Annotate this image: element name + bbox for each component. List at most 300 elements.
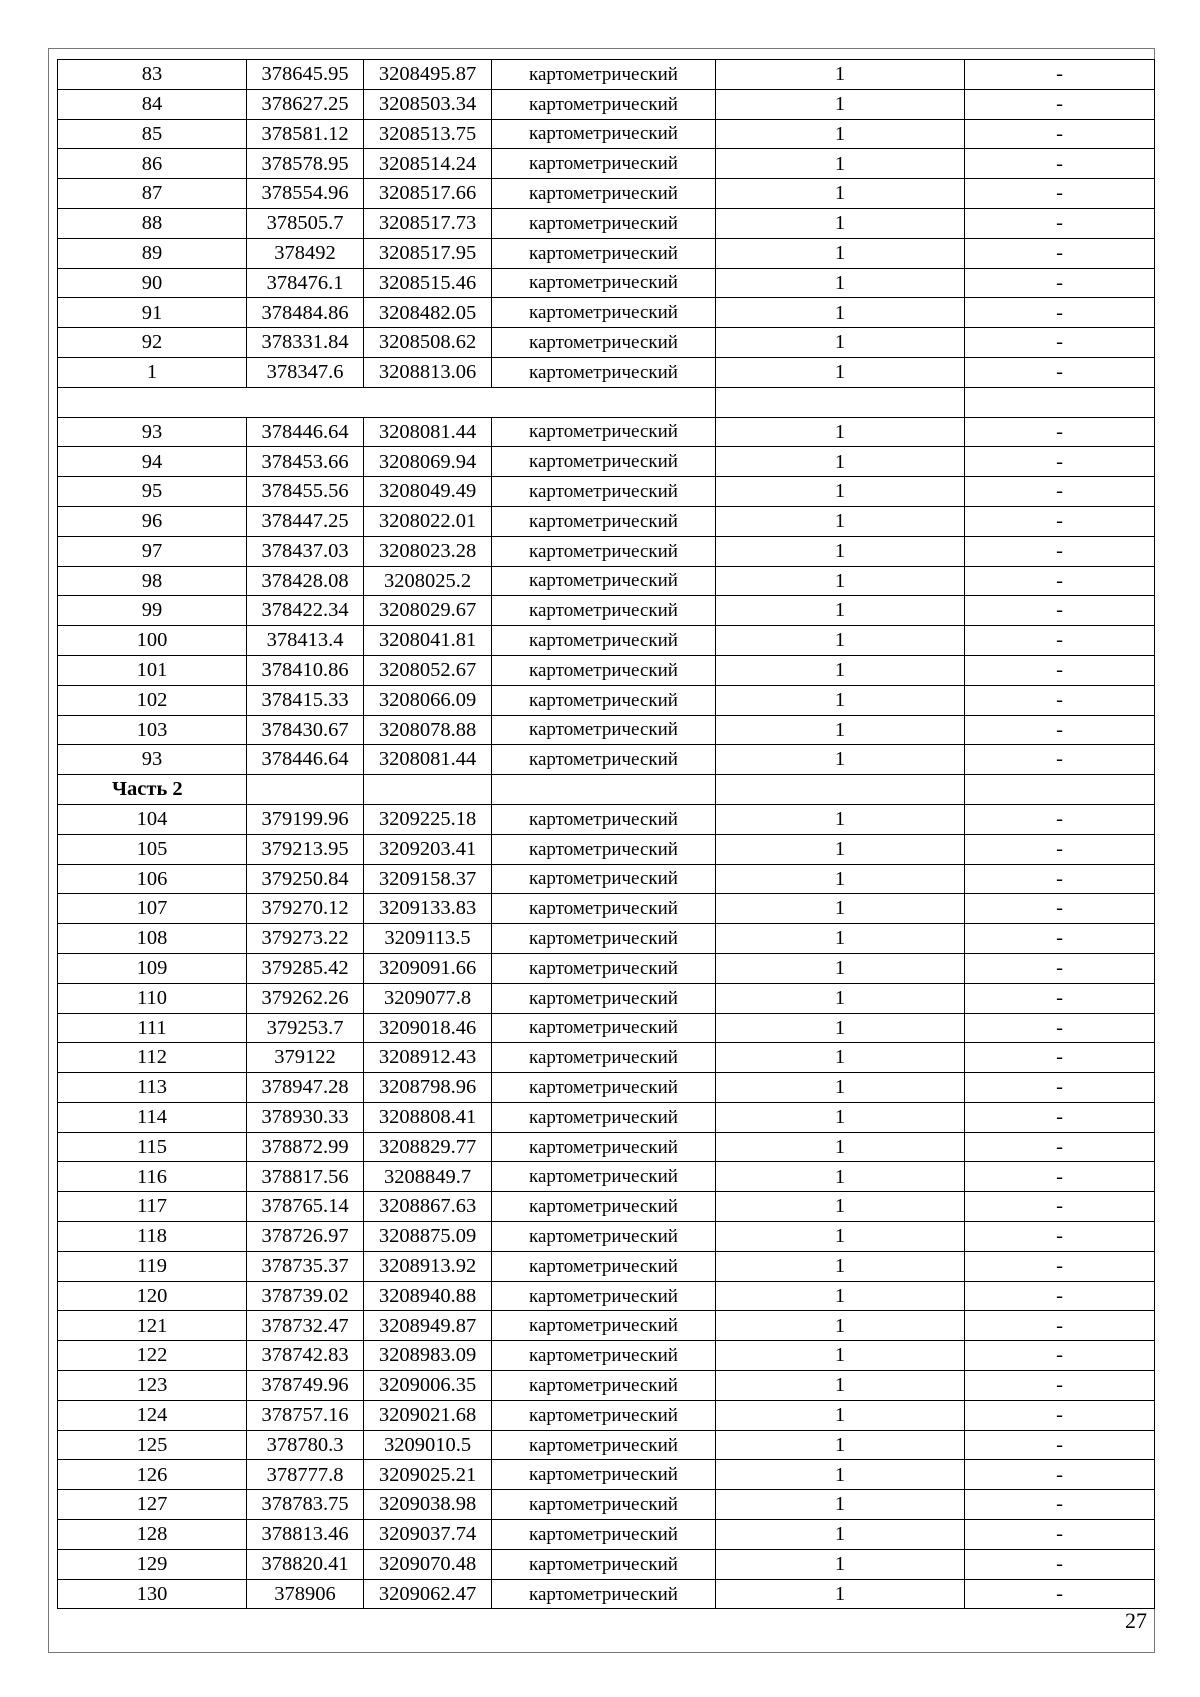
x-coordinate-cell: 378739.02: [247, 1281, 364, 1311]
table-row: [58, 417, 1155, 447]
precision-cell: 1: [716, 745, 965, 775]
method-cell: картометрический: [492, 953, 716, 983]
y-coordinate-cell: 3208069.94: [364, 447, 492, 477]
point-number-cell: 121: [58, 1311, 247, 1341]
y-coordinate-cell: 3208066.09: [364, 685, 492, 715]
precision-cell: 1: [716, 477, 965, 507]
precision-cell: 1: [716, 983, 965, 1013]
y-coordinate-cell: 3208949.87: [364, 1311, 492, 1341]
y-coordinate-cell: 3208517.66: [364, 179, 492, 209]
description-cell: -: [965, 1281, 1155, 1311]
method-cell: картометрический: [492, 119, 716, 149]
description-cell: -: [965, 745, 1155, 775]
table-row: [58, 447, 1155, 477]
description-cell: -: [965, 1430, 1155, 1460]
method-cell: картометрический: [492, 1251, 716, 1281]
description-cell: -: [965, 1460, 1155, 1490]
precision-cell: 1: [716, 834, 965, 864]
x-coordinate-cell: 379122: [247, 1043, 364, 1073]
point-number-cell: 109: [58, 953, 247, 983]
description-cell: -: [965, 1549, 1155, 1579]
point-number-cell: 118: [58, 1222, 247, 1252]
method-cell: картометрический: [492, 626, 716, 656]
description-cell: -: [965, 1192, 1155, 1222]
method-cell: картометрический: [492, 834, 716, 864]
method-cell: картометрический: [492, 1460, 716, 1490]
x-coordinate-cell: 378455.56: [247, 477, 364, 507]
x-coordinate-cell: 378742.83: [247, 1341, 364, 1371]
y-coordinate-cell: 3208849.7: [364, 1162, 492, 1192]
description-cell: -: [965, 1132, 1155, 1162]
table-row: [58, 894, 1155, 924]
point-number-cell: 93: [58, 417, 247, 447]
x-coordinate-cell: 379262.26: [247, 983, 364, 1013]
empty-cell: [716, 387, 965, 417]
precision-cell: 1: [716, 1371, 965, 1401]
table-row: [58, 1579, 1155, 1609]
table-row: [58, 1430, 1155, 1460]
precision-cell: 1: [716, 357, 965, 387]
point-number-cell: 106: [58, 864, 247, 894]
point-number-cell: 84: [58, 89, 247, 119]
point-number-cell: 86: [58, 149, 247, 179]
method-cell: картометрический: [492, 1490, 716, 1520]
x-coordinate-cell: 379270.12: [247, 894, 364, 924]
table-row: [58, 1251, 1155, 1281]
precision-cell: 1: [716, 1222, 965, 1252]
point-number-cell: 96: [58, 506, 247, 536]
table-row: [58, 298, 1155, 328]
y-coordinate-cell: 3208517.95: [364, 238, 492, 268]
description-cell: -: [965, 804, 1155, 834]
precision-cell: 1: [716, 655, 965, 685]
point-number-cell: 97: [58, 536, 247, 566]
precision-cell: 1: [716, 626, 965, 656]
y-coordinate-cell: 3208983.09: [364, 1341, 492, 1371]
y-coordinate-cell: 3209158.37: [364, 864, 492, 894]
y-coordinate-cell: 3209133.83: [364, 894, 492, 924]
x-coordinate-cell: 378735.37: [247, 1251, 364, 1281]
table-row: [58, 179, 1155, 209]
description-cell: -: [965, 477, 1155, 507]
y-coordinate-cell: 3208829.77: [364, 1132, 492, 1162]
table-row: [58, 506, 1155, 536]
description-cell: -: [965, 1162, 1155, 1192]
y-coordinate-cell: 3208913.92: [364, 1251, 492, 1281]
precision-cell: 1: [716, 715, 965, 745]
method-cell: картометрический: [492, 1073, 716, 1103]
empty-cell: [965, 387, 1155, 417]
x-coordinate-cell: 378484.86: [247, 298, 364, 328]
method-cell: картометрический: [492, 1311, 716, 1341]
x-coordinate-cell: 378645.95: [247, 60, 364, 90]
table-row: [58, 536, 1155, 566]
x-coordinate-cell: 378554.96: [247, 179, 364, 209]
description-cell: -: [965, 1520, 1155, 1550]
point-number-cell: 130: [58, 1579, 247, 1609]
method-cell: картометрический: [492, 536, 716, 566]
table-row: [58, 864, 1155, 894]
table-row: [58, 626, 1155, 656]
y-coordinate-cell: 3208078.88: [364, 715, 492, 745]
point-number-cell: 1: [58, 357, 247, 387]
table-row: [58, 477, 1155, 507]
y-coordinate-cell: 3209025.21: [364, 1460, 492, 1490]
method-cell: [492, 775, 716, 805]
y-coordinate-cell: 3208503.34: [364, 89, 492, 119]
point-number-cell: 91: [58, 298, 247, 328]
table-row: [58, 1371, 1155, 1401]
precision-cell: 1: [716, 1311, 965, 1341]
x-coordinate-cell: 378820.41: [247, 1549, 364, 1579]
table-row: [58, 1341, 1155, 1371]
method-cell: картометрический: [492, 1341, 716, 1371]
x-coordinate-cell: 378446.64: [247, 417, 364, 447]
method-cell: картометрический: [492, 596, 716, 626]
table-row: [58, 1460, 1155, 1490]
method-cell: картометрический: [492, 864, 716, 894]
table-row: [58, 208, 1155, 238]
precision-cell: 1: [716, 268, 965, 298]
y-coordinate-cell: 3208513.75: [364, 119, 492, 149]
point-number-cell: 85: [58, 119, 247, 149]
x-coordinate-cell: 378476.1: [247, 268, 364, 298]
method-cell: картометрический: [492, 1281, 716, 1311]
table-row: [58, 1549, 1155, 1579]
description-cell: -: [965, 626, 1155, 656]
point-number-cell: 124: [58, 1400, 247, 1430]
point-number-cell: 92: [58, 328, 247, 358]
method-cell: картометрический: [492, 1162, 716, 1192]
table-row: [58, 1400, 1155, 1430]
precision-cell: 1: [716, 1132, 965, 1162]
spacer-row: [58, 387, 1155, 417]
method-cell: картометрический: [492, 417, 716, 447]
y-coordinate-cell: 3209225.18: [364, 804, 492, 834]
precision-cell: 1: [716, 1013, 965, 1043]
point-number-cell: 105: [58, 834, 247, 864]
description-cell: -: [965, 1251, 1155, 1281]
description-cell: -: [965, 506, 1155, 536]
point-number-cell: 110: [58, 983, 247, 1013]
y-coordinate-cell: 3208022.01: [364, 506, 492, 536]
y-coordinate-cell: 3208508.62: [364, 328, 492, 358]
description-cell: -: [965, 983, 1155, 1013]
description-cell: -: [965, 1400, 1155, 1430]
method-cell: картометрический: [492, 566, 716, 596]
method-cell: картометрический: [492, 506, 716, 536]
description-cell: -: [965, 1073, 1155, 1103]
method-cell: картометрический: [492, 1400, 716, 1430]
description-cell: -: [965, 536, 1155, 566]
page-number: 27: [1125, 1608, 1147, 1633]
point-number-cell: 108: [58, 924, 247, 954]
table-row: [58, 983, 1155, 1013]
description-cell: -: [965, 1222, 1155, 1252]
point-number-cell: 103: [58, 715, 247, 745]
y-coordinate-cell: 3209018.46: [364, 1013, 492, 1043]
point-number-cell: 122: [58, 1341, 247, 1371]
x-coordinate-cell: 378947.28: [247, 1073, 364, 1103]
description-cell: -: [965, 119, 1155, 149]
precision-cell: 1: [716, 447, 965, 477]
table-row: [58, 745, 1155, 775]
precision-cell: 1: [716, 953, 965, 983]
description-cell: -: [965, 1579, 1155, 1609]
y-coordinate-cell: 3208517.73: [364, 208, 492, 238]
description-cell: -: [965, 894, 1155, 924]
precision-cell: 1: [716, 596, 965, 626]
table-row: [58, 1520, 1155, 1550]
x-coordinate-cell: 378726.97: [247, 1222, 364, 1252]
x-coordinate-cell: 378757.16: [247, 1400, 364, 1430]
point-number-cell: 90: [58, 268, 247, 298]
x-coordinate-cell: 378765.14: [247, 1192, 364, 1222]
table-row: [58, 1132, 1155, 1162]
y-coordinate-cell: 3209006.35: [364, 1371, 492, 1401]
y-coordinate-cell: 3208940.88: [364, 1281, 492, 1311]
precision-cell: 1: [716, 417, 965, 447]
precision-cell: 1: [716, 1281, 965, 1311]
description-cell: -: [965, 834, 1155, 864]
precision-cell: 1: [716, 894, 965, 924]
y-coordinate-cell: 3208081.44: [364, 745, 492, 775]
table-row: [58, 1102, 1155, 1132]
x-coordinate-cell: 378578.95: [247, 149, 364, 179]
part-header-row: [58, 775, 1155, 805]
x-coordinate-cell: 378813.46: [247, 1520, 364, 1550]
method-cell: картометрический: [492, 894, 716, 924]
point-number-cell: 128: [58, 1520, 247, 1550]
precision-cell: [716, 775, 965, 805]
x-coordinate-cell: 379199.96: [247, 804, 364, 834]
description-cell: -: [965, 1490, 1155, 1520]
y-coordinate-cell: 3209070.48: [364, 1549, 492, 1579]
y-coordinate-cell: 3208482.05: [364, 298, 492, 328]
point-number-cell: 117: [58, 1192, 247, 1222]
description-cell: -: [965, 596, 1155, 626]
x-coordinate-cell: 378331.84: [247, 328, 364, 358]
table-row: [58, 268, 1155, 298]
x-coordinate-cell: 378415.33: [247, 685, 364, 715]
point-number-cell: 127: [58, 1490, 247, 1520]
description-cell: -: [965, 149, 1155, 179]
y-coordinate-cell: 3209038.98: [364, 1490, 492, 1520]
point-number-cell: 95: [58, 477, 247, 507]
x-coordinate-cell: 378410.86: [247, 655, 364, 685]
description-cell: -: [965, 566, 1155, 596]
description-cell: -: [965, 715, 1155, 745]
method-cell: картометрический: [492, 983, 716, 1013]
precision-cell: 1: [716, 1102, 965, 1132]
table-row: [58, 1043, 1155, 1073]
x-coordinate-cell: 378422.34: [247, 596, 364, 626]
method-cell: картометрический: [492, 1132, 716, 1162]
y-coordinate-cell: 3209203.41: [364, 834, 492, 864]
x-coordinate-cell: 378627.25: [247, 89, 364, 119]
method-cell: картометрический: [492, 685, 716, 715]
y-coordinate-cell: 3209021.68: [364, 1400, 492, 1430]
table-row: [58, 804, 1155, 834]
x-coordinate-cell: 379253.7: [247, 1013, 364, 1043]
description-cell: -: [965, 685, 1155, 715]
method-cell: картометрический: [492, 298, 716, 328]
table-row: [58, 60, 1155, 90]
table-row: [58, 89, 1155, 119]
table-row: [58, 685, 1155, 715]
method-cell: картометрический: [492, 1102, 716, 1132]
point-number-cell: 114: [58, 1102, 247, 1132]
precision-cell: 1: [716, 179, 965, 209]
precision-cell: 1: [716, 149, 965, 179]
description-cell: -: [965, 417, 1155, 447]
x-coordinate-cell: 379250.84: [247, 864, 364, 894]
y-coordinate-cell: 3208798.96: [364, 1073, 492, 1103]
precision-cell: 1: [716, 1549, 965, 1579]
y-coordinate-cell: 3209062.47: [364, 1579, 492, 1609]
table-row: [58, 1490, 1155, 1520]
precision-cell: 1: [716, 536, 965, 566]
description-cell: -: [965, 1341, 1155, 1371]
table-body: [58, 60, 1155, 1609]
part-label: Часть 2: [58, 775, 247, 805]
method-cell: картометрический: [492, 447, 716, 477]
method-cell: картометрический: [492, 357, 716, 387]
method-cell: картометрический: [492, 1430, 716, 1460]
precision-cell: 1: [716, 1341, 965, 1371]
table-row: [58, 924, 1155, 954]
y-coordinate-cell: 3208495.87: [364, 60, 492, 90]
point-number-cell: 99: [58, 596, 247, 626]
point-number-cell: 93: [58, 745, 247, 775]
table-row: [58, 1073, 1155, 1103]
x-coordinate-cell: 378817.56: [247, 1162, 364, 1192]
precision-cell: 1: [716, 1251, 965, 1281]
table-row: [58, 655, 1155, 685]
x-coordinate-cell: 378732.47: [247, 1311, 364, 1341]
method-cell: картометрический: [492, 804, 716, 834]
x-coordinate-cell: 378430.67: [247, 715, 364, 745]
precision-cell: 1: [716, 1043, 965, 1073]
x-coordinate-cell: 378437.03: [247, 536, 364, 566]
x-coordinate-cell: 379285.42: [247, 953, 364, 983]
point-number-cell: 87: [58, 179, 247, 209]
point-number-cell: 112: [58, 1043, 247, 1073]
table-row: [58, 119, 1155, 149]
x-coordinate-cell: 378447.25: [247, 506, 364, 536]
description-cell: -: [965, 1013, 1155, 1043]
x-coordinate-cell: 378581.12: [247, 119, 364, 149]
method-cell: картометрический: [492, 208, 716, 238]
y-coordinate-cell: [364, 775, 492, 805]
precision-cell: 1: [716, 1192, 965, 1222]
precision-cell: 1: [716, 804, 965, 834]
description-cell: -: [965, 655, 1155, 685]
y-coordinate-cell: 3208041.81: [364, 626, 492, 656]
method-cell: картометрический: [492, 328, 716, 358]
y-coordinate-cell: 3208808.41: [364, 1102, 492, 1132]
precision-cell: 1: [716, 506, 965, 536]
x-coordinate-cell: 378492: [247, 238, 364, 268]
precision-cell: 1: [716, 924, 965, 954]
y-coordinate-cell: 3208023.28: [364, 536, 492, 566]
y-coordinate-cell: 3209113.5: [364, 924, 492, 954]
table-row: [58, 953, 1155, 983]
method-cell: картометрический: [492, 477, 716, 507]
y-coordinate-cell: 3208515.46: [364, 268, 492, 298]
precision-cell: 1: [716, 119, 965, 149]
precision-cell: 1: [716, 1430, 965, 1460]
table-row: [58, 238, 1155, 268]
x-coordinate-cell: 378428.08: [247, 566, 364, 596]
x-coordinate-cell: 378872.99: [247, 1132, 364, 1162]
description-cell: -: [965, 238, 1155, 268]
precision-cell: 1: [716, 60, 965, 90]
method-cell: картометрический: [492, 179, 716, 209]
point-number-cell: 125: [58, 1430, 247, 1460]
y-coordinate-cell: 3209037.74: [364, 1520, 492, 1550]
point-number-cell: 123: [58, 1371, 247, 1401]
x-coordinate-cell: 379213.95: [247, 834, 364, 864]
point-number-cell: 115: [58, 1132, 247, 1162]
x-coordinate-cell: 378780.3: [247, 1430, 364, 1460]
point-number-cell: 98: [58, 566, 247, 596]
precision-cell: 1: [716, 1579, 965, 1609]
x-coordinate-cell: 378930.33: [247, 1102, 364, 1132]
point-number-cell: 89: [58, 238, 247, 268]
method-cell: картометрический: [492, 1043, 716, 1073]
y-coordinate-cell: 3208875.09: [364, 1222, 492, 1252]
point-number-cell: 102: [58, 685, 247, 715]
description-cell: -: [965, 924, 1155, 954]
precision-cell: 1: [716, 328, 965, 358]
description-cell: -: [965, 179, 1155, 209]
table-row: [58, 357, 1155, 387]
description-cell: -: [965, 864, 1155, 894]
table-row: [58, 1162, 1155, 1192]
point-number-cell: 94: [58, 447, 247, 477]
point-number-cell: 101: [58, 655, 247, 685]
description-cell: -: [965, 357, 1155, 387]
point-number-cell: 100: [58, 626, 247, 656]
table-row: [58, 715, 1155, 745]
description-cell: -: [965, 60, 1155, 90]
y-coordinate-cell: 3208912.43: [364, 1043, 492, 1073]
precision-cell: 1: [716, 1520, 965, 1550]
y-coordinate-cell: 3208514.24: [364, 149, 492, 179]
point-number-cell: 116: [58, 1162, 247, 1192]
method-cell: картометрический: [492, 745, 716, 775]
point-number-cell: 120: [58, 1281, 247, 1311]
description-cell: [965, 775, 1155, 805]
method-cell: картометрический: [492, 1013, 716, 1043]
method-cell: картометрический: [492, 655, 716, 685]
x-coordinate-cell: [247, 775, 364, 805]
table-row: [58, 1311, 1155, 1341]
x-coordinate-cell: 378749.96: [247, 1371, 364, 1401]
method-cell: картометрический: [492, 715, 716, 745]
precision-cell: 1: [716, 298, 965, 328]
precision-cell: 1: [716, 238, 965, 268]
point-number-cell: 104: [58, 804, 247, 834]
y-coordinate-cell: 3208052.67: [364, 655, 492, 685]
table-row: [58, 1222, 1155, 1252]
description-cell: -: [965, 89, 1155, 119]
table-row: [58, 1192, 1155, 1222]
description-cell: -: [965, 208, 1155, 238]
point-number-cell: 113: [58, 1073, 247, 1103]
table-row: [58, 1281, 1155, 1311]
